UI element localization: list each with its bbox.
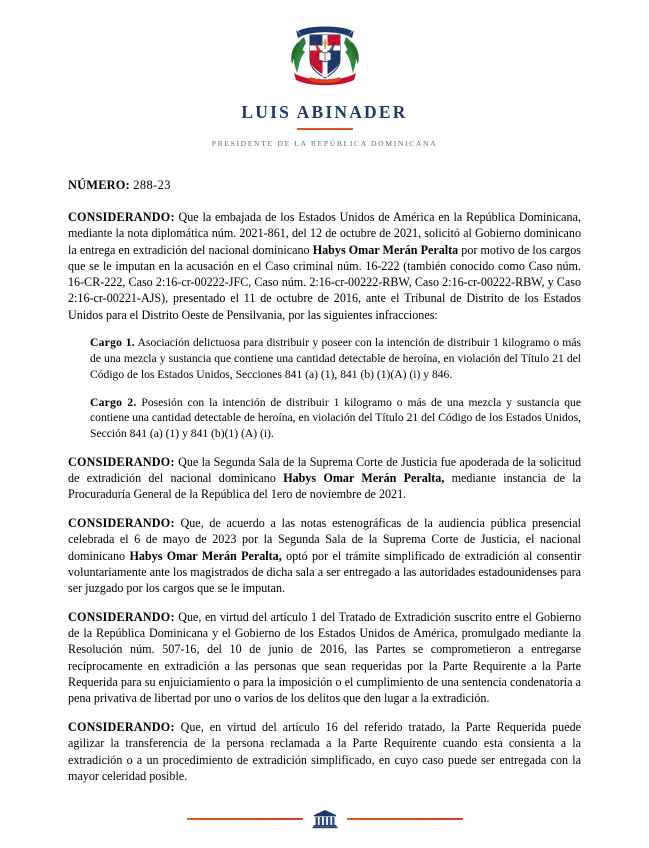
paragraph-lead: CONSIDERANDO: [68, 609, 175, 624]
paragraph-considerando-1 [68, 209, 581, 323]
president-subtitle: PRESIDENTE DE LA REPÚBLICA DOMINICANA [211, 139, 438, 149]
president-name: LUIS ABINADER [241, 102, 408, 122]
document-body [68, 178, 581, 797]
paragraph-text: Que la Segunda Sala de la Suprema Corte de Justicia fue apoderada de la solicitud de extradición del nacional dominicano [68, 454, 581, 486]
paragraph-considerando-4 [68, 609, 581, 707]
paragraph-cargo-2 [90, 395, 581, 442]
paragraph-text: Que la embajada de los Estados Unidos de América en la República Dominicana, mediante la nota diplomática núm. 2021-861, del 12 de octubre de 2021, solicitó al Gobierno dominicano la entrega en extradición del nacional dominicano [68, 210, 581, 257]
paragraph-lead: CONSIDERANDO: [68, 210, 175, 224]
paragraph-considerando-5 [68, 719, 581, 784]
decree-number [68, 178, 581, 193]
paragraph-text: Posesión con la intención de distribuir 1 kilogramo o más de una mezcla y sustancia que contiene una cantidad detectable de heroína, en violación del Título 21 del Código de los Estados Unidos, Sección 841 (a) (1) y 841 (b)(1) (A) (i). [90, 395, 581, 440]
letterhead [0, 0, 649, 148]
person-name: Habys Omar Merán Peralta [312, 242, 459, 257]
paragraph-text: Que, en virtud del artículo 16 del referido tratado, la Parte Requerida puede agilizar la transferencia de la persona reclamada a la Parte Requirente cuando esta consienta a la extradición o a un procedimiento de extradición simplificado, en cuyo caso puede ser entregada con la mayor celeridad posible. [68, 720, 581, 783]
footer-rule-left [187, 818, 303, 820]
government-building-emblem-icon [312, 809, 338, 829]
person-name: Habys Omar Merán Peralta, [129, 548, 282, 563]
footer-rule-right [347, 818, 463, 820]
paragraph-text: Que, de acuerdo a las notas estenográficas de la audiencia pública presencial celebrada el 6 de mayo de 2023 por la Segunda Sala de la Suprema Corte de Justicia, el nacional dominicano [68, 516, 581, 563]
paragraph-considerando-3 [68, 515, 581, 596]
paragraph-lead: CONSIDERANDO: [68, 516, 175, 531]
paragraph-lead: Cargo 1. [90, 336, 135, 350]
paragraph-lead: Cargo 2. [90, 395, 137, 409]
person-name: Habys Omar Merán Peralta, [283, 471, 445, 486]
page-footer [0, 808, 649, 842]
paragraph-text-continued: mediante instancia de la Procuraduría General de la República del 1ero de noviembre de 2021. [68, 471, 581, 502]
letterhead-divider [297, 128, 353, 130]
paragraph-text-continued: optó por el trámite simplificado de extradición al consentir voluntariamente ante los magistrados de dicha sala a ser entregado a las autoridades estadounidenses para ser juzgado por los cargos que se le imputan. [68, 548, 582, 596]
paragraph-text: Asociación delictuosa para distribuir y poseer con la intención de distribuir 1 kilogramo o más de una mezcla y sustancia que contiene una cantidad detectable de heroína, en violación del Título 21 del Código de los Estados Unidos, Secciones 841 (a) (1), 841 (b) (1)(A) (i) y 846. [90, 336, 581, 381]
paragraph-text-continued: por motivo de los cargos que se le imputan en la acusación en el Caso criminal núm. 16-222 (también conocido como Caso núm. 16-CR-222, Caso 2:16-cr-00222-JFC, Caso núm. 2:16-cr-00222-RBW, Caso 2:16-cr-00222-RBW, y Caso 2:16-cr-00221-AJS), presentado el 11 de octubre de 2016, ante el Tribunal de Distrito de los Estados Unidos para el Distrito Oeste de Pensilvania, por las siguientes infracciones: [68, 242, 581, 322]
decree-number-label: NÚMERO: [68, 178, 130, 192]
paragraph-lead: CONSIDERANDO: [68, 720, 175, 735]
paragraph-considerando-2 [68, 454, 581, 503]
dominican-republic-coat-of-arms-icon [284, 22, 366, 88]
paragraph-cargo-1 [90, 335, 581, 382]
decree-number-value: 288-23 [133, 178, 171, 192]
paragraph-lead: CONSIDERANDO: [68, 454, 175, 469]
paragraph-text: Que, en virtud del artículo 1 del Tratado de Extradición suscrito entre el Gobierno de la República Dominicana y el Gobierno de los Estados Unidos de América, promulgado mediante la Resolución núm. 507-16, del 10 de junio de 2016, las Partes se comprometieron a entregarse recíprocamente en extradición a las personas que sean requeridas por la Parte Requirente a la Parte Requerida para su enjuiciamiento o para la imposición o el cumplimiento de una sentencia condenatoria a pena privativa de libertad por uno o varios de los delitos que den lugar a la extradición. [68, 609, 581, 706]
